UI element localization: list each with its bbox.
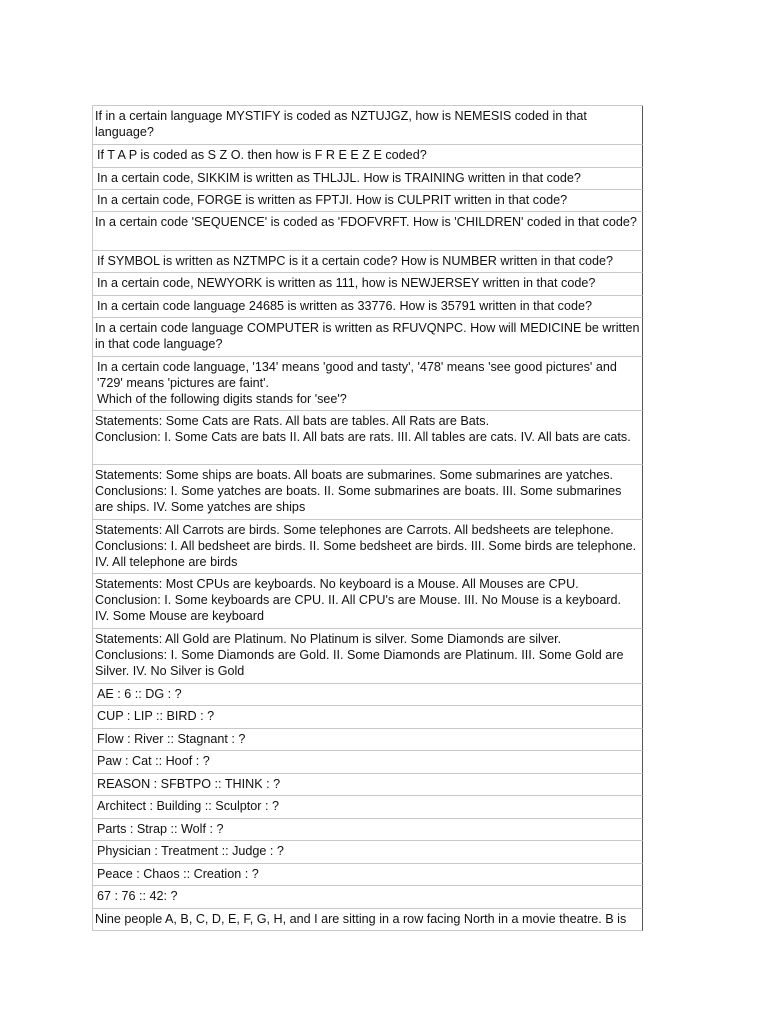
table-row: In a certain code language 24685 is written as 33776. How is 35791 written in that code? (92, 296, 643, 318)
table-row: Statements: All Gold are Platinum. No Platinum is silver. Some Diamonds are silver. Conclusions: I. Some Diamonds are Gold. II. Some Diamonds are Platinum. III. Some Gold are Silver. IV. No Silver is Gold (92, 629, 643, 684)
table-row: Statements: All Carrots are birds. Some telephones are Carrots. All bedsheets are telephone. Conclusions: I. All bedsheet are birds. II. Some bedsheet are birds. III. Some birds are telephone. IV. All telephone are birds (92, 520, 643, 574)
table-row: Paw : Cat :: Hoof : ? (92, 751, 643, 774)
table-row: AE : 6 :: DG : ? (92, 684, 643, 706)
table-row: Statements: Some ships are boats. All boats are submarines. Some submarines are yatches. Conclusions: I. Some yatches are boats. II. Some submarines are boats. III. Some submarines are ships. IV. Some yatches are ships (92, 465, 643, 520)
table-row: Statements: Most CPUs are keyboards. No keyboard is a Mouse. All Mouses are CPU. Conclusion: I. Some keyboards are CPU. II. All CPU's are Mouse. III. No Mouse is a keyboard. IV. Some Mouse are keyboard (92, 574, 643, 629)
question-table (92, 105, 643, 931)
table-row: In a certain code, SIKKIM is written as THLJJL. How is TRAINING written in that code? (92, 168, 643, 190)
table-row: REASON : SFBTPO :: THINK : ? (92, 774, 643, 796)
table-row: In a certain code 'SEQUENCE' is coded as 'FDOFVRFT. How is 'CHILDREN' coded in that code? (92, 212, 643, 251)
table-row: In a certain code language COMPUTER is written as RFUVQNPC. How will MEDICINE be written in that code language? (92, 318, 643, 357)
table-row: Architect : Building :: Sculptor : ? (92, 796, 643, 819)
table-row: If T A P is coded as S Z O. then how is F R E E Z E coded? (92, 145, 643, 168)
table-row: In a certain code language, '134' means 'good and tasty', '478' means 'see good pictures' and '729' means 'pictures are faint'. Which of the following digits stands for 'see'? (92, 357, 643, 411)
table-row: Nine people A, B, C, D, E, F, G, H, and I are sitting in a row facing North in a movie theatre. B is (92, 909, 643, 931)
table-row: Parts : Strap :: Wolf : ? (92, 819, 643, 841)
table-row: 67 : 76 :: 42: ? (92, 886, 643, 909)
table-row: In a certain code, FORGE is written as FPTJI. How is CULPRIT written in that code? (92, 190, 643, 212)
table-row: Peace : Chaos :: Creation : ? (92, 864, 643, 886)
table-row: If in a certain language MYSTIFY is coded as NZTUJGZ, how is NEMESIS coded in that language? (92, 106, 643, 145)
table-row: CUP : LIP :: BIRD : ? (92, 706, 643, 729)
table-row: In a certain code, NEWYORK is written as 111, how is NEWJERSEY written in that code? (92, 273, 643, 296)
table-row: Physician : Treatment :: Judge : ? (92, 841, 643, 864)
table-row: If SYMBOL is written as NZTMPC is it a certain code? How is NUMBER written in that code? (92, 251, 643, 273)
table-row: Flow : River :: Stagnant : ? (92, 729, 643, 751)
table-row: Statements: Some Cats are Rats. All bats are tables. All Rats are Bats. Conclusion: I. Some Cats are bats II. All bats are rats. III. All tables are cats. IV. All bats are cats. (92, 411, 643, 465)
